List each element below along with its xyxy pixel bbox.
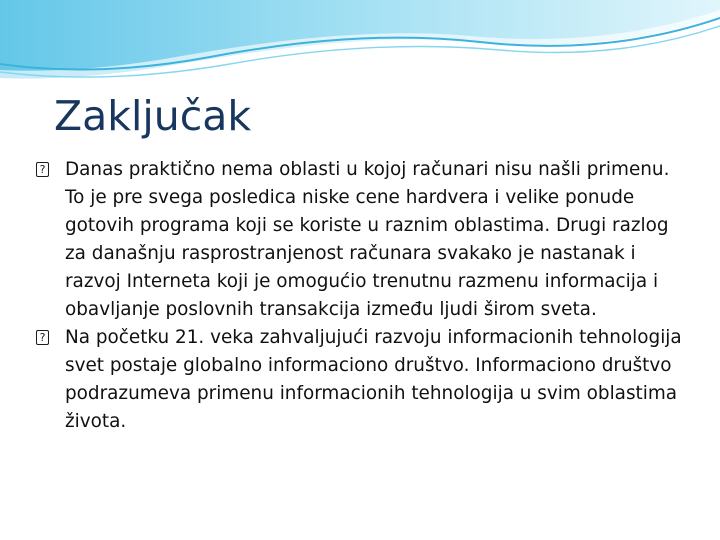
bullet-marker-icon: ? (36, 330, 49, 345)
bullet-text: Danas praktično nema oblasti u kojoj računari nisu našli primenu. To je pre svega posledica niske cene hardvera i velike ponude gotovih programa koji se koriste u raznim oblastima. Drugi razlog za današnju rasprostranjenost računara svakako je nastanak i razvoj Interneta koji je omogućio trenutnu razmenu informacija i obavljanje poslovnih transakcija između ljudi širom sveta. (65, 159, 670, 320)
bullet-list (36, 156, 686, 436)
slide-title: Zaključak (54, 92, 252, 140)
bullet-text: Na početku 21. veka zahvaljujući razvoju informacionih tehnologija svet postaje globalno informaciono društvo. Informaciono društvo podrazumeva primenu informacionih tehnologija u svim oblastima života. (65, 327, 682, 432)
bullet-marker-icon: ? (36, 162, 49, 177)
bullet-item (36, 156, 686, 324)
bullet-item (36, 324, 686, 436)
header-wave-decoration (0, 0, 720, 90)
